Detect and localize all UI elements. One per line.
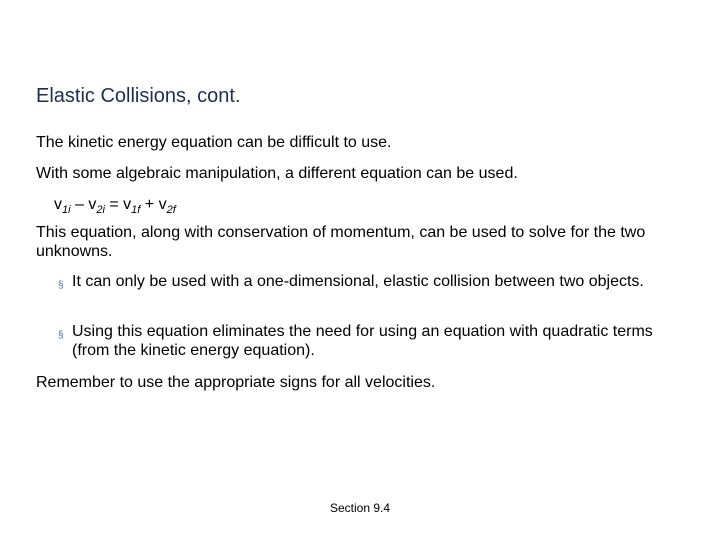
equation-subscript-1i: 1i [62, 204, 71, 216]
paragraph-algebraic-manipulation: With some algebraic manipulation, a different equation can be used. [36, 165, 518, 182]
equation-subscript-2i: 2i [96, 204, 105, 216]
equation-term-equals-v1: = v [104, 196, 132, 213]
relative-velocity-equation [54, 195, 176, 214]
bullet-marker-icon: § [58, 330, 64, 341]
section-footer: Section 9.4 [329, 501, 391, 515]
paragraph-conservation-of-momentum: This equation, along with conservation of momentum, can be used to solve for the two unknowns. [36, 224, 646, 260]
equation-term-plus-v2: + v [140, 196, 167, 213]
equation-subscript-1f: 1f [131, 204, 141, 216]
slide-title: Elastic Collisions, cont. [36, 85, 241, 107]
paragraph-appropriate-signs: Remember to use the appropriate signs for all velocities. [36, 374, 436, 391]
paragraph-kinetic-energy-difficulty: The kinetic energy equation can be difficult to use. [36, 134, 392, 151]
bullet-item [54, 272, 694, 291]
bullet-item [54, 322, 694, 360]
bullet-text-one-dimensional: It can only be used with a one-dimensional, elastic collision between two objects. [72, 273, 644, 290]
equation-term-v1: v [54, 196, 62, 213]
equation-subscript-2f: 2f [166, 204, 176, 216]
bullet-text-quadratic-terms: Using this equation eliminates the need for using an equation with quadratic terms (from the kinetic energy equation). [72, 323, 653, 359]
equation-term-minus-v2: – v [70, 196, 97, 213]
bullet-marker-icon: § [58, 280, 64, 291]
